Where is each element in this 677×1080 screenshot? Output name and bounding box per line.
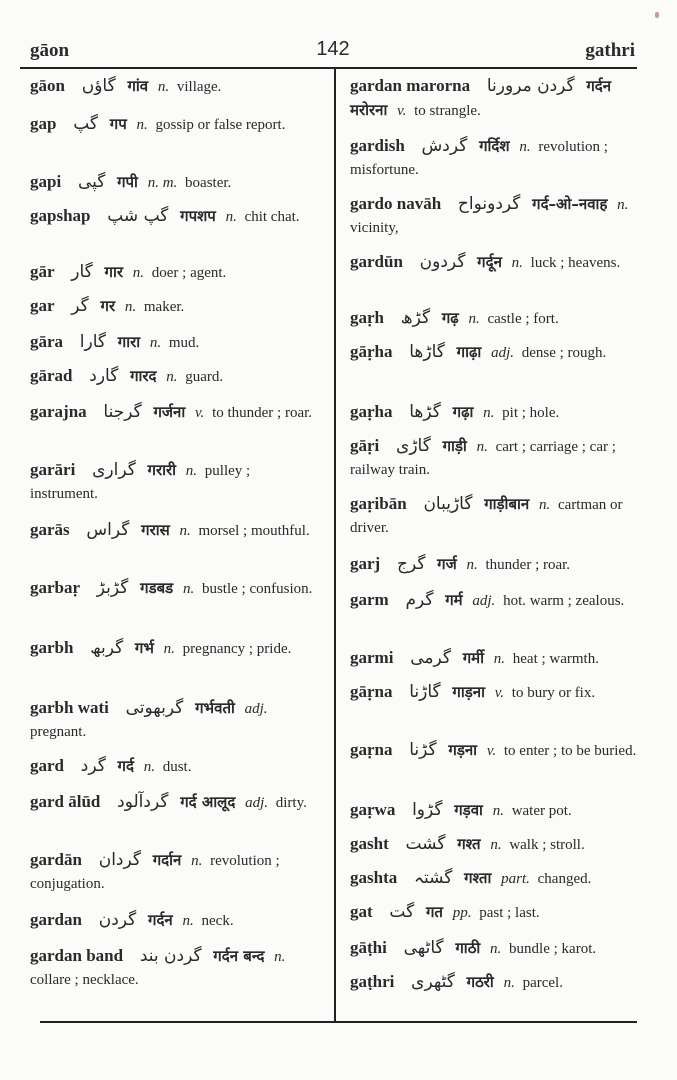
- entry-part-of-speech: adj.: [244, 701, 268, 717]
- entry-headword: gāon: [30, 76, 65, 95]
- entry-hindi: गत: [425, 903, 443, 921]
- entry-definition: dirty.: [275, 795, 307, 811]
- entry-definition: boaster.: [185, 175, 232, 191]
- dictionary-entry: [30, 400, 318, 425]
- entry-hindi: गर्द: [117, 757, 134, 775]
- entry-definition: walk ; stroll.: [509, 837, 585, 853]
- entry-hindi: गाड़ीबान: [484, 495, 530, 513]
- entry-headword: gat: [350, 902, 373, 921]
- right-guide-word: gathri: [585, 40, 635, 61]
- dictionary-entry: [350, 340, 637, 365]
- entry-urdu: گٹھری: [411, 972, 455, 992]
- entry-headword: gapshap: [30, 206, 91, 225]
- entry-definition: dense ; rough.: [521, 345, 607, 361]
- entry-urdu: گرجنا: [103, 402, 142, 422]
- entry-hindi: गडबड: [140, 579, 174, 597]
- dictionary-entry: [350, 192, 637, 240]
- entry-headword: garajna: [30, 402, 87, 421]
- entry-part-of-speech: n.: [163, 641, 175, 657]
- entry-urdu: گردآلود: [117, 792, 169, 812]
- entry-definition: to bury or fix.: [511, 685, 596, 701]
- dictionary-entry: [30, 364, 318, 389]
- dictionary-entry: [30, 112, 318, 137]
- entry-headword: gāṛha: [350, 342, 393, 361]
- entry-hindi: गर्जना: [153, 403, 186, 421]
- entry-urdu: گاؤں: [81, 76, 116, 96]
- entry-hindi: गड़वा: [454, 801, 483, 819]
- entry-definition: maker.: [143, 299, 185, 315]
- entry-part-of-speech: adj.: [472, 593, 496, 609]
- entry-headword: gaṛh: [350, 308, 384, 327]
- dictionary-entry: [30, 518, 318, 543]
- dictionary-entry: [30, 260, 318, 285]
- entry-hindi: गर्म: [445, 591, 463, 609]
- entry-headword: gār: [30, 262, 55, 281]
- entry-part-of-speech: part.: [501, 871, 530, 887]
- entry-headword: gashta: [350, 868, 398, 887]
- entry-hindi: गाठी: [455, 939, 481, 957]
- entry-hindi: गार: [104, 263, 123, 281]
- dictionary-entry: [350, 588, 637, 613]
- dictionary-entry: [350, 552, 637, 577]
- entry-hindi: गारद: [130, 367, 157, 385]
- entry-urdu: گردش: [421, 136, 468, 156]
- entry-definition: collare ; necklace.: [30, 972, 139, 988]
- entry-part-of-speech: n.: [490, 941, 502, 957]
- entry-part-of-speech: n.: [274, 949, 286, 965]
- entry-definition: to strangle.: [414, 103, 481, 119]
- entry-definition: bustle ; confusion.: [201, 581, 313, 597]
- entry-headword: gapi: [30, 172, 62, 191]
- entry-part-of-speech: n.: [490, 837, 502, 853]
- entry-hindi: गपी: [117, 173, 138, 191]
- entry-urdu: گربھوتی: [125, 698, 184, 718]
- entry-part-of-speech: n.: [466, 557, 478, 573]
- entry-part-of-speech: n.: [511, 255, 523, 271]
- entry-headword: gard: [30, 756, 64, 775]
- entry-part-of-speech: v.: [397, 103, 407, 119]
- entry-headword: gaṛna: [350, 740, 393, 759]
- entry-urdu: گردن بند: [139, 946, 202, 966]
- dictionary-entry: [350, 900, 637, 925]
- entry-headword: gardan marorna: [350, 76, 471, 95]
- dictionary-entry: [350, 832, 637, 857]
- entry-urdu: گارا: [79, 332, 107, 352]
- entry-part-of-speech: n.: [617, 197, 629, 213]
- entry-part-of-speech: v.: [494, 685, 505, 701]
- entry-headword: gardan band: [30, 946, 124, 965]
- entry-definition: hot. warm ; zealous.: [503, 593, 625, 609]
- entry-definition: bundle ; karot.: [509, 941, 597, 957]
- entry-definition: pregnancy ; pride.: [182, 641, 292, 657]
- entry-definition: castle ; fort.: [487, 311, 559, 327]
- entry-urdu: گڑنا: [409, 740, 437, 760]
- page-header: [30, 40, 635, 70]
- entry-hindi: गश्त: [457, 835, 481, 853]
- entry-urdu: گشت: [405, 834, 446, 854]
- entry-headword: gar: [30, 296, 55, 315]
- entry-urdu: گار: [71, 262, 93, 282]
- entry-headword: gardo navāh: [350, 194, 442, 213]
- entry-headword: gard ālūd: [30, 792, 101, 811]
- entry-part-of-speech: n.: [538, 497, 551, 513]
- entry-urdu: گرمی: [410, 648, 451, 668]
- entry-definition: changed.: [537, 871, 592, 887]
- entry-part-of-speech: n.: [519, 139, 531, 155]
- entry-hindi: गर्द–ओ–नवाह: [532, 195, 608, 213]
- entry-headword: garās: [30, 520, 70, 539]
- dictionary-entry: [30, 944, 318, 992]
- entry-hindi: गाड़ी: [442, 437, 467, 455]
- entry-definition: heat ; warmth.: [512, 651, 599, 667]
- entry-definition: village.: [176, 79, 222, 95]
- entry-part-of-speech: v.: [486, 743, 497, 759]
- entry-headword: gaṛha: [350, 402, 393, 421]
- entry-urdu: گڑھا: [409, 402, 441, 422]
- entry-hindi: गर्द आलूद: [180, 793, 236, 811]
- dictionary-entry: [30, 696, 318, 744]
- dictionary-entry: [30, 294, 318, 319]
- entry-part-of-speech: v.: [195, 405, 205, 421]
- dictionary-entry: [350, 492, 637, 540]
- dictionary-entry: [350, 134, 637, 182]
- entry-hindi: गर्दून: [477, 253, 502, 271]
- entry-hindi: गढ़ा: [452, 403, 474, 421]
- entry-definition: parcel.: [522, 975, 563, 991]
- page-number: 142: [316, 38, 350, 60]
- entry-definition: mud.: [168, 335, 200, 351]
- entry-urdu: گردونواح: [457, 194, 521, 214]
- dictionary-entry: [350, 434, 637, 482]
- entry-urdu: گڑوا: [412, 800, 443, 820]
- dictionary-entry: [350, 74, 637, 123]
- entry-definition: revolution ; conjugation.: [30, 853, 280, 892]
- entry-definition: luck ; heavens.: [530, 255, 621, 271]
- entry-part-of-speech: n.: [503, 975, 515, 991]
- entry-headword: gardish: [350, 136, 405, 155]
- entry-headword: gap: [30, 114, 57, 133]
- entry-urdu: گاڑھا: [409, 342, 445, 362]
- dictionary-entry: [30, 170, 318, 195]
- dictionary-entry: [30, 790, 318, 815]
- entry-headword: gāra: [30, 332, 64, 351]
- entry-headword: garbh: [30, 638, 74, 657]
- dictionary-entry: [30, 908, 318, 933]
- entry-part-of-speech: n.: [157, 79, 170, 95]
- entry-hindi: गड़ना: [448, 741, 478, 759]
- entry-urdu: گاڑنا: [409, 682, 441, 702]
- dictionary-entry: [350, 738, 637, 763]
- entry-urdu: گردن مرورنا: [486, 76, 575, 96]
- entry-hindi: गर्मी: [462, 649, 484, 667]
- entry-hindi: गर: [100, 297, 116, 315]
- entry-definition: doer ; agent.: [151, 265, 227, 281]
- entry-headword: garbaṛ: [30, 578, 81, 597]
- entry-headword: garbh wati: [30, 698, 109, 717]
- dictionary-entry: [350, 936, 637, 961]
- column-divider: [334, 67, 336, 1022]
- entry-headword: gāṛna: [350, 682, 393, 701]
- dictionary-entry: [350, 680, 637, 705]
- entry-part-of-speech: n.: [179, 523, 191, 539]
- entry-part-of-speech: n.: [182, 581, 195, 597]
- entry-headword: gardān: [30, 850, 82, 869]
- entry-urdu: گاڑیبان: [423, 494, 473, 514]
- entry-part-of-speech: n.: [468, 311, 480, 327]
- entry-definition: cart ; carriage ; car ; railway train.: [350, 439, 616, 478]
- entry-definition: neck.: [201, 913, 234, 929]
- dictionary-entry: [30, 74, 318, 99]
- entry-urdu: گردان: [98, 850, 141, 870]
- entry-part-of-speech: n.: [185, 463, 198, 479]
- entry-urdu: گاڑی: [396, 436, 431, 456]
- entry-headword: gaṛibān: [350, 494, 407, 513]
- entry-hindi: गप: [109, 115, 127, 133]
- entry-hindi: गाड़ना: [452, 683, 485, 701]
- entry-urdu: گپ: [73, 114, 99, 134]
- dictionary-entry: [30, 576, 318, 601]
- entry-headword: garmi: [350, 648, 394, 667]
- entry-urdu: گپی: [77, 172, 106, 192]
- entry-headword: gaṭhri: [350, 972, 395, 991]
- entry-hindi: गर्दान: [152, 851, 182, 869]
- entry-hindi: गरारी: [147, 461, 177, 479]
- entry-part-of-speech: n.: [149, 335, 162, 351]
- entry-headword: gāṛi: [350, 436, 380, 455]
- entry-part-of-speech: n.: [182, 913, 194, 929]
- entry-urdu: گرم: [405, 590, 434, 610]
- entry-urdu: گردن: [98, 910, 137, 930]
- entry-definition: vicinity,: [350, 220, 399, 236]
- entry-definition: cartman or driver.: [350, 497, 623, 536]
- entry-hindi: गपशप: [180, 207, 216, 225]
- entry-urdu: گرج: [396, 554, 426, 574]
- entry-hindi: गढ़: [441, 309, 459, 327]
- entry-definition: water pot.: [511, 803, 572, 819]
- dictionary-entry: [350, 306, 637, 331]
- entry-part-of-speech: n.: [225, 209, 237, 225]
- entry-urdu: گپ شپ: [107, 206, 169, 226]
- entry-part-of-speech: adj.: [491, 345, 514, 361]
- entry-hindi: गर्दन: [148, 911, 173, 929]
- entry-headword: gardan: [30, 910, 82, 929]
- entry-urdu: گر: [71, 296, 89, 316]
- entry-headword: gaṛwa: [350, 800, 396, 819]
- left-guide-word: gāon: [30, 40, 70, 61]
- entry-definition: dust.: [162, 759, 192, 775]
- dictionary-entry: [30, 458, 318, 506]
- dictionary-entry: [350, 646, 637, 671]
- entry-definition: guard.: [185, 369, 224, 385]
- entry-hindi: गर्भ: [134, 639, 154, 657]
- entry-hindi: गर्दिश: [479, 137, 510, 155]
- entry-urdu: گرد: [80, 756, 106, 776]
- entry-hindi: गरास: [141, 521, 170, 539]
- entry-definition: pregnant.: [30, 724, 87, 740]
- entry-definition: to thunder ; roar.: [212, 405, 313, 421]
- entry-hindi: गर्भवती: [195, 699, 235, 717]
- entry-headword: garm: [350, 590, 389, 609]
- entry-part-of-speech: n. m.: [147, 175, 178, 191]
- entry-hindi: गर्दन मरोरना: [350, 77, 612, 119]
- entry-hindi: गांव: [127, 77, 149, 95]
- dictionary-entry: [30, 754, 318, 779]
- entry-part-of-speech: n.: [166, 369, 178, 385]
- entry-part-of-speech: n.: [132, 265, 144, 281]
- entry-headword: gasht: [350, 834, 389, 853]
- entry-urdu: گراس: [86, 520, 130, 540]
- entry-urdu: گارد: [89, 366, 119, 386]
- dictionary-entry: [350, 866, 637, 891]
- entry-definition: pulley ; instrument.: [30, 463, 251, 502]
- corner-speck: [655, 12, 659, 18]
- entry-headword: gārad: [30, 366, 73, 385]
- entry-definition: to enter ; to be buried.: [503, 743, 637, 759]
- entry-urdu: گاٹھی: [403, 938, 444, 958]
- dictionary-entry: [30, 636, 318, 661]
- dictionary-entry: [350, 970, 637, 995]
- entry-part-of-speech: n.: [476, 439, 488, 455]
- entry-hindi: गारा: [117, 333, 141, 351]
- entry-urdu: گربھ: [90, 638, 124, 658]
- dictionary-entry: [350, 400, 637, 425]
- entry-part-of-speech: n.: [483, 405, 495, 421]
- entry-urdu: گردون: [419, 252, 466, 272]
- entry-part-of-speech: n.: [136, 117, 148, 133]
- entry-urdu: گراری: [92, 460, 136, 480]
- entry-definition: chit chat.: [244, 209, 300, 225]
- entry-definition: revolution ; misfortune.: [350, 139, 608, 178]
- entry-part-of-speech: adj.: [245, 795, 268, 811]
- header-rule: [20, 67, 637, 69]
- entry-definition: thunder ; roar.: [485, 557, 571, 573]
- entry-hindi: गाढ़ा: [456, 343, 482, 361]
- entry-definition: past ; last.: [479, 905, 540, 921]
- dictionary-entry: [350, 250, 637, 275]
- entry-part-of-speech: n.: [124, 299, 137, 315]
- entry-part-of-speech: n.: [492, 803, 504, 819]
- dictionary-entry: [30, 330, 318, 355]
- footer-rule: [40, 1021, 637, 1023]
- entry-headword: garāri: [30, 460, 76, 479]
- entry-part-of-speech: n.: [143, 759, 155, 775]
- entry-definition: gossip or false report.: [155, 117, 286, 133]
- entry-urdu: گشتہ: [413, 868, 453, 888]
- entry-urdu: گڑبڑ: [96, 578, 129, 598]
- entry-headword: garj: [350, 554, 381, 573]
- dictionary-entry: [30, 204, 318, 229]
- entry-hindi: गठरी: [466, 973, 494, 991]
- entry-hindi: गर्दन बन्द: [213, 947, 265, 965]
- entry-headword: gardūn: [350, 252, 403, 271]
- entry-hindi: गश्ता: [464, 869, 492, 887]
- entry-urdu: گت: [389, 902, 415, 922]
- entry-part-of-speech: n.: [493, 651, 505, 667]
- entry-headword: gāṭhi: [350, 938, 387, 957]
- entry-part-of-speech: pp.: [452, 905, 472, 921]
- dictionary-entry: [30, 848, 318, 896]
- entry-definition: morsel ; mouthful.: [198, 523, 310, 539]
- entry-definition: pit ; hole.: [502, 405, 560, 421]
- dictionary-entry: [350, 798, 637, 823]
- entry-hindi: गर्ज: [437, 555, 457, 573]
- entry-urdu: گڑھ: [400, 308, 431, 328]
- entry-part-of-speech: n.: [191, 853, 203, 869]
